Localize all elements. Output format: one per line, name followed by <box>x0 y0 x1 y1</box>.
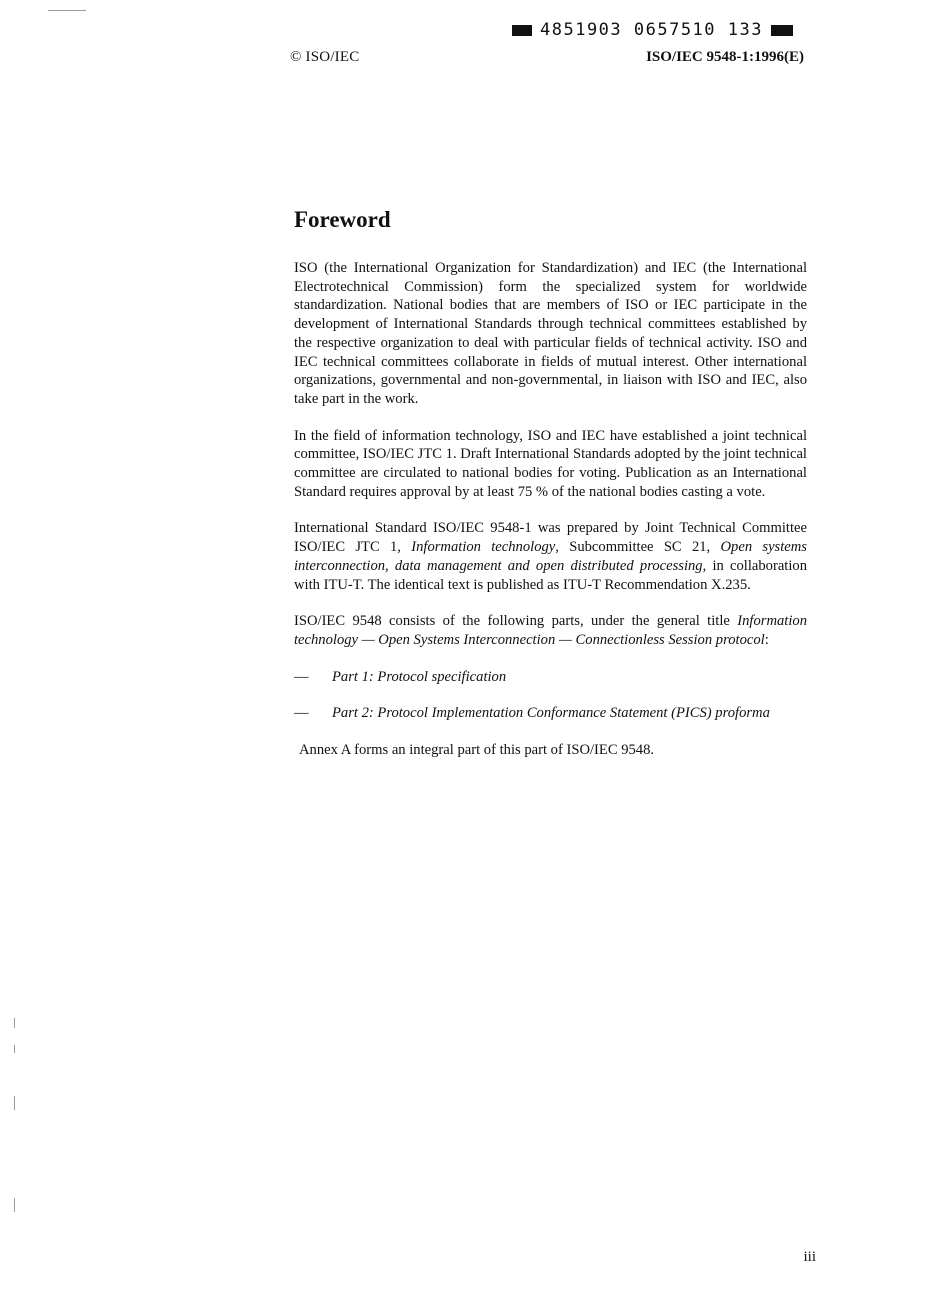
barcode-block-left <box>512 25 532 36</box>
paragraph-organizations: ISO (the International Organization for Standardization) and IEC (the International Electrotechnical Commission) form the specialized system for worldwide standardization. National bodies that are members of ISO or IEC participate in the development of International Standards through technical committees established by the respective organization to deal with particular fields of technical activity. ISO and IEC technical committees collaborate in fields of mutual interest. Other international organizations, governmental and non-governmental, in liaison with ISO and IEC, also take part in the work. <box>294 260 807 407</box>
preparation-subcommittee-italic: Open systems interconnection, data management and open distributed processing <box>294 539 807 574</box>
paragraph-jtc1: In the field of information technology, ISO and IEC have established a joint technical committee, ISO/IEC JTC 1. Draft International Standards adopted by the joint technical committee are circulated to national bodies for voting. Publication as an International Standard requires approval by at least 75 % of the national bodies casting a vote. <box>294 427 807 500</box>
header-copyright: © ISO/IEC <box>290 49 360 65</box>
page-number: iii <box>803 1249 816 1265</box>
preparation-title-italic: Information technology <box>411 539 556 556</box>
parts-general-title-italic: Information technology — Open Systems Interconnection — Connectionless Session protocol <box>294 613 807 648</box>
list-item <box>294 668 807 687</box>
scan-artifact-left-mark <box>14 1045 15 1053</box>
page-title: Foreword <box>294 207 391 232</box>
parts-intro-text-1: ISO/IEC 9548 consists of the following parts, under the general title <box>294 613 738 630</box>
list-dash: — <box>294 705 309 722</box>
annex-note: Annex A forms an integral part of this part of ISO/IEC 9548. <box>299 742 655 759</box>
scan-artifact-left-mark <box>14 1096 15 1110</box>
header-standard-id: ISO/IEC 9548-1:1996(E) <box>646 49 804 65</box>
preparation-text-2: , Subcommittee SC 21, <box>555 539 721 556</box>
list-item-text: Part 1: Protocol specification <box>332 668 507 685</box>
scan-artifact-left-mark <box>14 1018 15 1028</box>
scan-artifact-left-mark <box>14 1198 15 1212</box>
foreword-section <box>294 205 807 778</box>
scan-artifact-top-line <box>48 10 86 11</box>
list-dash: — <box>294 668 309 685</box>
list-item <box>294 704 807 723</box>
barcode-block-right <box>771 25 793 36</box>
parts-intro-text-2: : <box>764 631 769 648</box>
document-barcode <box>512 19 793 41</box>
paragraph-preparation <box>294 519 807 594</box>
preparation-text-1: International Standard ISO/IEC 9548-1 was prepared by Joint Technical Committee ISO/IEC JTC 1, <box>294 520 807 556</box>
list-item-text: Part 2: Protocol Implementation Conformance Statement (PICS) proforma <box>332 705 770 722</box>
paragraph-parts-intro <box>294 612 807 649</box>
barcode-number: 4851903 0657510 133 <box>540 20 763 40</box>
preparation-text-3: , in collaboration with ITU-T. The identical text is published as ITU-T Recommendation X.235. <box>294 557 808 593</box>
